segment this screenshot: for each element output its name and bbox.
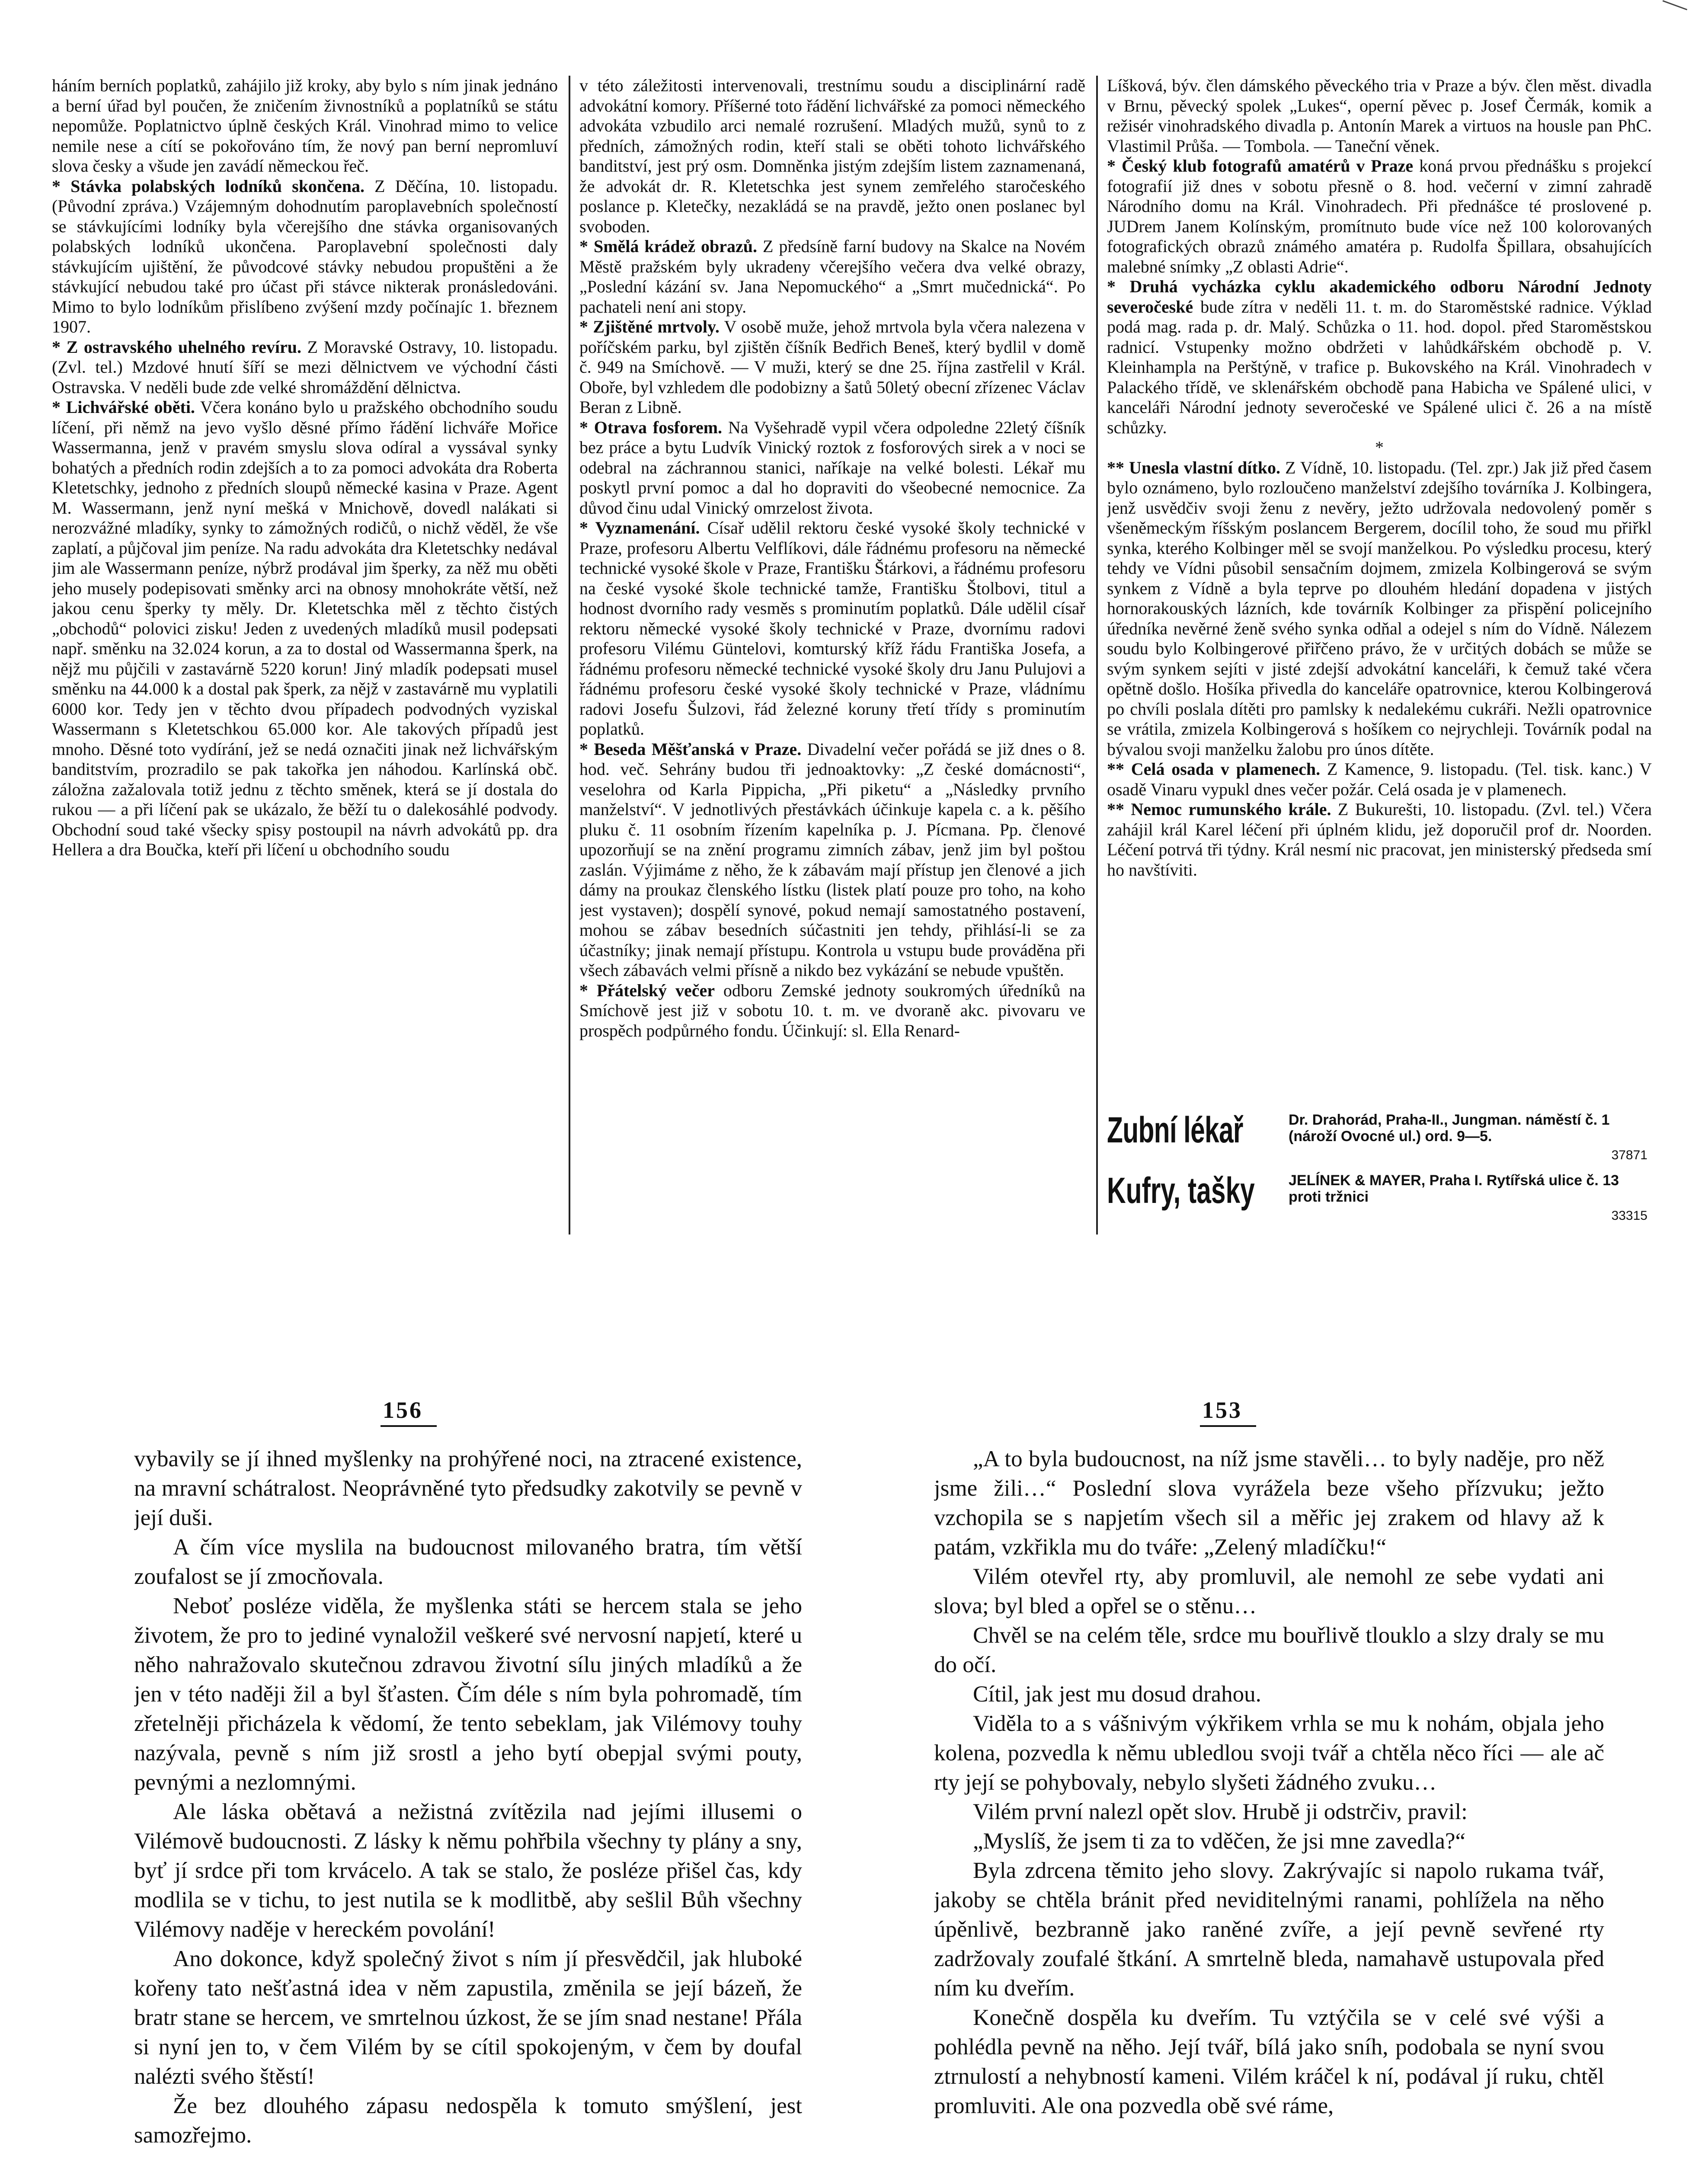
news-article: [579, 317, 1085, 418]
newspaper-clipping: [52, 76, 1652, 1235]
article-headline: * Otrava fosforem.: [579, 417, 723, 437]
ad-dentist-title: Zubní lékař: [1107, 1110, 1243, 1150]
article-headline: ** Celá osada v plamenech.: [1107, 759, 1321, 779]
article-text: Z Moravské Ostravy, 10. listopadu. (Zvl. tel.) Mzdové hnutí šíří se mezi dělnictvem ve východní části Ostravska. V neděli bude zde velké shromáždění dělnictva.: [52, 337, 558, 397]
page-corner-mark: [1660, 0, 1687, 18]
article-text: Z předsíně farní budovy na Skalce na Novém Městě pražském byly ukradeny včerejšího večera dva velké obrazy, „Poslední kázání sv. Jana Nepomuckého“ a „Smrt mučednická“. Po pachateli není ani stopy.: [579, 237, 1085, 317]
ad-dentist: [1107, 1109, 1652, 1165]
article-text: bude zítra v neděli 11. t. m. do Staroměstské radnice. Výklad podá mag. rada p. dr. Malý. Schůzka o 11. hod. dopol. před Staroměstskou radnicí. Vstupenky možno obdržeti v lahůdkářském obchodě p. V. Kleinhampla na Perštýně, v trafice p. Bukovského na Král. Vinohradech v Palackého třídě, ve sklenářském obchodě pana Habicha ve Spálené ulici, v kanceláři Národní jednoty severočeské ve Spálené ulici č. 26 a na místě schůzky.: [1107, 297, 1652, 437]
article-headline: * Přátelský večer: [579, 980, 715, 1000]
book-paragraph: Konečně dospěla ku dveřím. Tu vztýčila se v celé své výši a pohlédla pevně na něho. Její tvář, bílá jako sníh, podobala se nyní svou ztrnulostí a nehybností kameni. Vilém kráčel k ní, podával jí ruku, chtěl promluviti. Ale ona pozvedla obě své ráme,: [934, 2005, 1604, 2118]
article-headline: * Druhá vycházka cyklu akademického odboru Národní Jednoty severočeské: [1107, 277, 1652, 317]
book-paragraph: Ano dokonce, když společný život s ním jí přesvědčil, jak hluboké kořeny tato nešťastná idea v něm zapustila, změnila se její bázeň, že bratr stane se hercem, ve smrtelnou úzkost, že se jím snad nestane! Přála si nyní jen to, v čem Vilém by se cítil spokojeným, v čem by doufal nalézti svého štěstí!: [134, 1946, 802, 2089]
ad-luggage-number: 33315: [1611, 1209, 1647, 1223]
ad-luggage-title: Kufry, tašky: [1107, 1170, 1255, 1211]
news-article: [1107, 800, 1652, 880]
book-paragraph: Viděla to a s vášnivým výkřikem vrhla se mu k nohám, objala jeho kolena, pozvedla k němu ubledlou svoji tvář a chtěla něco říci — ale ač rty její se pohybovaly, nebylo slyšeti žádného zvuku…: [934, 1711, 1604, 1795]
book-paragraph: Byla zdrcena těmito jeho slovy. Zakrývajíc si napolo rukama tvář, jakoby se chtěla bránit před neviditelnými ranami, pohlížela na něho úpěnlivě, bezbranně jako raněné zvíře, a její pevně sevřené rty zadržovaly zoufalé štkání. A smrtelně bleda, namahavě ustupovala před ním ku dveřím.: [934, 1858, 1604, 2001]
ad-luggage: [1107, 1170, 1652, 1226]
ad-dentist-text: Dr. Drahorád, Praha-II., Jungman. náměstí č. 1 (nároží Ovocné ul.) ord. 9—5.: [1289, 1112, 1610, 1145]
news-article: [579, 739, 1085, 981]
news-paragraph: v této záležitosti intervenovali, trestnímu soudu a disciplinární radě advokátní komory. Příšerné toto řádění lichvářské za pomoci německého advokáta vzbudilo arci nemalé rozrušení. Mladých mužů, synů to z předních, zámožných rodin, kteří stali se oběti tohoto lichvářského banditství, jest prý osm. Domněnka jistým zdejším listem zaznamenaná, že advokát dr. R. Kletetschka jest synem zemřelého staročeského poslance p. Kletečky, nezakládá se na pravdě, ježto onen poslanec byl svoboden.: [579, 76, 1085, 236]
book-paragraph: Cítil, jak jest mu dosud drahou.: [973, 1682, 1261, 1707]
page-number-right: 153: [1202, 1397, 1242, 1423]
article-text: Včera konáno bylo u pražského obchodního soudu líčení, při němž na jevo vyšlo děsné přímo řádění lichváře Mořice Wassermanna, jenž v pravém smyslu slova odíral a vyssával synky bohatých a předních rodin zdejších a to za pomoci advokáta dra Roberta Kletetschky, jednoho z předních sloupů německé kasina v Praze. Agent M. Wassermann, jenž nyní mešká v Mnichově, dovedl nalákati si nerozvážné mladíky, synky to zámožných rodičů, o nichž věděl, že vše zaplatí, a půjčoval jim peníze. Na radu advokáta dra Kletetschky nedával jim ale Wassermann peníze, nýbrž prodával jim šperky, za něž mu oběti jeho musely podepisovati směnky arci na obnosy mnohokráte větší, než jakou cenu šperky ty měly. Dr. Kletetschka měl z těchto čistých „obchodů“ polovici zisku! Jeden z uvedených mladíků musil podepsati např. směnku na 32.024 korun, a za to dostal od Wassermanna šperk, na nějž mu půjčili v zastavárně 5220 korun! Jiný mladík podepsati musel směnku na 44.000 k a dostal pak šperk, za nějž v zastavárně mu vyplatili 6000 kor. Tedy jen v těchto dvou případech podvodných vyziskal Wassermann s Kletetschkou 65.000 kor. Ale takových případů jest mnoho. Děsné toto vydírání, jež se nedá označiti jinak než lichvářským banditstvím, prozradilo se pak takořka jen náhodou. Karlínská obč. záložna zažalovala totiž jednu z těchto směnek, která se jí dostala do rukou — a při líčení pak se ukázalo, že běží tu o dalekosáhlé podvody. Obchodní soud také všecky spisy postoupil na návrh advokátů pp. dra Hellera a dra Boučka, kteří při líčení u obchodního soudu: [52, 397, 558, 859]
book-paragraph: Chvěl se na celém těle, srdce mu bouřlivě tlouklo a slzy draly se mu do očí.: [934, 1623, 1604, 1677]
article-headline: * Vyznamenání.: [579, 518, 700, 537]
book-paragraph: „A to byla budoucnost, na níž jsme stavěli… to byly naděje, pro něž jsme žili…“ Poslední slova vyrážela beze všeho přízvuku; ježto vzchopila se s napjetím všech sil a měřic jej zrakem od hlavy až k patám, vzkřikla mu do tváře: „Zelený mladíčku!“: [934, 1446, 1604, 1560]
book-page-right: [934, 1444, 1604, 2162]
news-article: [1107, 156, 1652, 277]
book-paragraph: Vilém otevřel rty, aby promluvil, ale nemohl ze sebe vydati ani slova; byl bled a opřel se o stěnu…: [934, 1564, 1604, 1618]
article-headline: ** Unesla vlastní dítko.: [1107, 457, 1281, 477]
news-column-2: [579, 76, 1085, 1235]
book-paragraph: vybavily se jí ihned myšlenky na prohýřené noci, na ztracené existence, na mravní schátralost. Neoprávněné tyto předsudky zakotvily se pevně v její duši.: [134, 1446, 802, 1530]
column-rule: [569, 76, 570, 1235]
article-text: Císař udělil rektoru české vysoké školy technické v Praze, profesoru Albertu Velflíkovi, dále řádnému profesoru na německé technické vysoké škole v Praze, Františku Štárkovi, a řádnému profesoru na české vysoké škole technické tamže, Františku Štolbovi, titul a hodnost dvorního rady vesměs s prominutím poplatků. Dále udělil císař rektoru německé vysoké školy technické v Praze, dvornímu radovi profesoru Vilému Güntelovi, komturský kříž řádu Františka Josefa, a řádnému profesoru německé technické vysoké školy dru Janu Pulujovi a řádnému profesoru české vysoké školy technické v Praze, vládnímu radovi Josefu Šulzovi, řád železné koruny třetí třídy s prominutím poplatků.: [579, 518, 1085, 739]
news-article: [579, 237, 1085, 317]
book-paragraph: A čím více myslila na budoucnost milovaného bratra, tím větší zoufalost se jí zmocňovala.: [134, 1535, 802, 1589]
article-headline: * Beseda Měšťanská v Praze.: [579, 739, 802, 759]
ad-dentist-number: 37871: [1611, 1148, 1647, 1162]
book-paragraph: Vilém první nalezl opět slov. Hrubě ji odstrčiv, pravil:: [973, 1799, 1468, 1824]
news-article: [579, 981, 1085, 1041]
news-paragraph: Líšková, býv. člen dámského pěveckého tria v Praze a býv. člen měst. divadla v Brnu, pěvecký spolek „Lukes“, operní pěvec p. Josef Čermák, komik a režisér vinohradského divadla p. Antonín Marek a virtuos na housle pan PhC. Vlastimil Průša. — Tombola. — Taneční věnek.: [1107, 76, 1652, 156]
article-separator: *: [1375, 438, 1384, 457]
news-article: [52, 176, 558, 337]
news-column-3: [1107, 76, 1652, 1105]
article-text: Z Vídně, 10. listopadu. (Tel. zpr.) Jak již před časem bylo oznámeno, bylo rozloučeno manželství zdejšího továrníka J. Kolbingera, jenž usvědčiv svoji ženu z nevěry, ježto udržovala nedovolený poměr s všeněmeckým říšským poslancem Bergerem, docílil toho, že soud mu přiřkl synka, kterého Kolbinger měl se svojí manželkou. Po výsledku procesu, který tehdy ve Vídni působil sensačním dojmem, zmizela Kolbingerová se svým synkem z Vídně a byla teprve po dlouhém hledání dopadena v jistých hornorakouských lázních, kde továrník Kolbinger za přispění policejního úředníka nevěrné ženě svého synka odňal a odejel s ním do Vídně. Nálezem soudu bylo Kolbingerové přiřčeno právo, že v určitých dobách se může se svým synkem sejíti v jisté zdejší advokátní kanceláři, k čemuž také včera opětně došlo. Hošíka přivedla do kanceláře opatrovnice, kterou Kolbingerová po chvíli poslala dítěti pro pamlsky k nedalekému cukráři. Nežli opatrovnice se vrátila, zmizela Kolbingerová s hošíkem co nejrychleji. Továrník podal na bývalou svoji manželku žalobu pro únos dítěte.: [1107, 457, 1652, 759]
article-headline: ** Nemoc rumunského krále.: [1107, 800, 1331, 819]
article-headline: * Český klub fotografů amatérů v Praze: [1107, 156, 1414, 176]
article-text: odboru Zemské jednoty soukromých úředníků na Smíchově jest již v sobotu 10. t. m. ve dvoraně akc. pivovaru ve prospěch podpůrného fondu. Účinkují: sl. Ella Renard-: [579, 980, 1085, 1040]
article-headline: * Lichvářské oběti.: [52, 397, 195, 417]
article-headline: * Stávka polabských lodníků skončena.: [52, 176, 365, 196]
news-article: [579, 518, 1085, 739]
news-column-1: [52, 76, 558, 1235]
article-headline: * Smělá krádež obrazů.: [579, 237, 758, 256]
news-article: [52, 337, 558, 398]
news-paragraph: háním berních poplatků, zahájilo již kroky, aby bylo s ním jinak jednáno a berní úřad byl poučen, že zničením živnostníků a poplatníků se státu nepomůže. Poplatnictvo úplně českých Král. Vinohrad mimo to velice nemile nese a cítí se pokořováno tím, že nový pan berní nepromluví slova česky a všude jen zavádí německou řeč.: [52, 76, 558, 176]
news-article: [1107, 277, 1652, 438]
book-paragraph: Neboť posléze viděla, že myšlenka státi se hercem stala se jeho životem, že pro to jediné vynaložil veškeré své nervosní napjetí, které u něho nahražovalo skutečnou zdravou životní sílu jiných mladíků a že jen v této naději žil a byl šťasten. Čím déle s ním byla pohromadě, tím zřetelněji přicházela k vědomí, že tento sebeklam, jak Vilémovy touhy nazývala, pevně s ním již srostl a jeho bytí obepjal svými pouty, pevnými a nezlomnými.: [134, 1593, 802, 1795]
book-paragraph: „Myslíš, že jsem ti za to vděčen, že jsi mne zavedla?“: [973, 1829, 1466, 1854]
article-text: Z Bukurešti, 10. listopadu. (Zvl. tel.) Včera zahájil král Karel léčení při úplném klidu, jež doporučil prof dr. Noorden. Léčení potrvá tři týdny. Král nesmí nic pracovat, jen ministerský předseda smí ho navštíviti.: [1107, 800, 1652, 880]
page-number-underline: [381, 1425, 437, 1427]
ad-luggage-text: JELÍNEK & MAYER, Praha I. Rytířská ulice č. 13 proti tržnici: [1289, 1172, 1619, 1205]
book-paragraph: Že bez dlouhého zápasu nedospěla k tomuto smýšlení, jest samozřejmo.: [134, 2093, 802, 2148]
news-article: [579, 418, 1085, 518]
news-article: [1107, 458, 1652, 760]
column-rule: [1096, 76, 1098, 1235]
article-text: Z Kamence, 9. listopadu. (Tel. tisk. kanc.) V osadě Vinaru vypukl dnes večer požár. Celá osada je v plamenech.: [1107, 759, 1652, 799]
book-paragraph: Ale láska obětavá a nežistná zvítězila nad jejími illusemi o Vilémově budoucnosti. Z lásky k němu pohřbila všechny ty plány a sny, byť jí srdce při tom krvácelo. A tak se stalo, že posléze přišel čas, kdy modlila se v tichu, to jest nutila se k modlitbě, aby sešlil Bůh všechny Vilémovy naděje v hereckém povolání!: [134, 1799, 802, 1942]
page-number-left: 156: [383, 1397, 423, 1423]
news-article: [52, 397, 558, 860]
article-headline: * Zjištěné mrtvoly.: [579, 317, 720, 336]
article-text: V osobě muže, jehož mrtvola byla včera nalezena v poříčském parku, byl zjištěn číšník Bedřich Beneš, který bydlil v domě č. 949 na Smíchově. — V muži, který se dne 25. října zastřelil v Král. Oboře, byl vzhledem dle podobizny a šatů 50letý obecní zřízenec Václav Beran z Libně.: [579, 317, 1085, 417]
article-text: Na Vyšehradě vypil včera odpoledne 22letý číšník bez práce a bytu Ludvík Vinický roztok z fosforových sirek a v noci se odebral na záchrannou stanici, naříkaje na velké bolesti. Lékař mu poskytl první pomoc a dal ho dopraviti do všeobecné nemocnice. Za důvod činu udal Vinický omrzelost života.: [579, 417, 1085, 518]
article-headline: * Z ostravského uhelného revíru.: [52, 337, 301, 357]
article-text: Divadelní večer pořádá se již dnes o 8. hod. več. Sehrány budou tři jednoaktovky: „Z české domácnosti“, veselohra od Karla Pippicha, „Při piketu“ a „Následky prvního manželství“. V jednotlivých přestávkách účinkuje kapela c. a k. pěšího pluku č. 11 osobním řízením kapelníka p. J. Pícmana. Pp. členové upozorňují se na znění programu zimních zábav, jenž jim byl poštou zaslán. Výjimáme z něho, že k zábavám mají přístup jen členové a jich dámy na proukaz členského lístku (listek platí pouze pro toho, na koho jest vystaven); dospělí synové, pokud nemají samostatného postavení, mohou se zábav besedních súčastniti jen tehdy, přihlásí-li se za účastníky; jinak nemají přístupu. Kontrola u vstupu bude prováděna při všech zábavách velmi přísně a nikdo bez vykázání se nebude vpuštěn.: [579, 739, 1085, 980]
news-article: [1107, 759, 1652, 800]
page-number-underline: [1200, 1425, 1256, 1427]
book-page-left: [134, 1444, 802, 2162]
article-text: koná prvou přednášku s projekcí fotografií již dnes v sobotu přesně o 8. hod. večerní v zimní zahradě Národního domu na Král. Vinohradech. Při přednášce té proslovené p. JUDrem Janem Kolínským, promítnuto bude více než 100 kolorovaných fotografických obrazů známého amatéra p. Rudolfa Špillara, obsahujících malebné snímky „Z oblasti Adrie“.: [1107, 156, 1652, 276]
article-text: Z Děčína, 10. listopadu. (Původní zpráva.) Vzájemným dohodnutím paroplavebních společností se stávkujícími lodníky byla včerejšího dne stávka organisovaných polabských lodníků ukončena. Paroplavební společnosti daly stávkujícím ujištění, že původcové stávky nebudou propuštěni a že stávkující nebudou také pro účast při stávce nikterak pronásledováni. Mimo to bylo lodníkům přislíbeno zvýšení mzdy počínajíc 1. březnem 1907.: [52, 176, 558, 336]
